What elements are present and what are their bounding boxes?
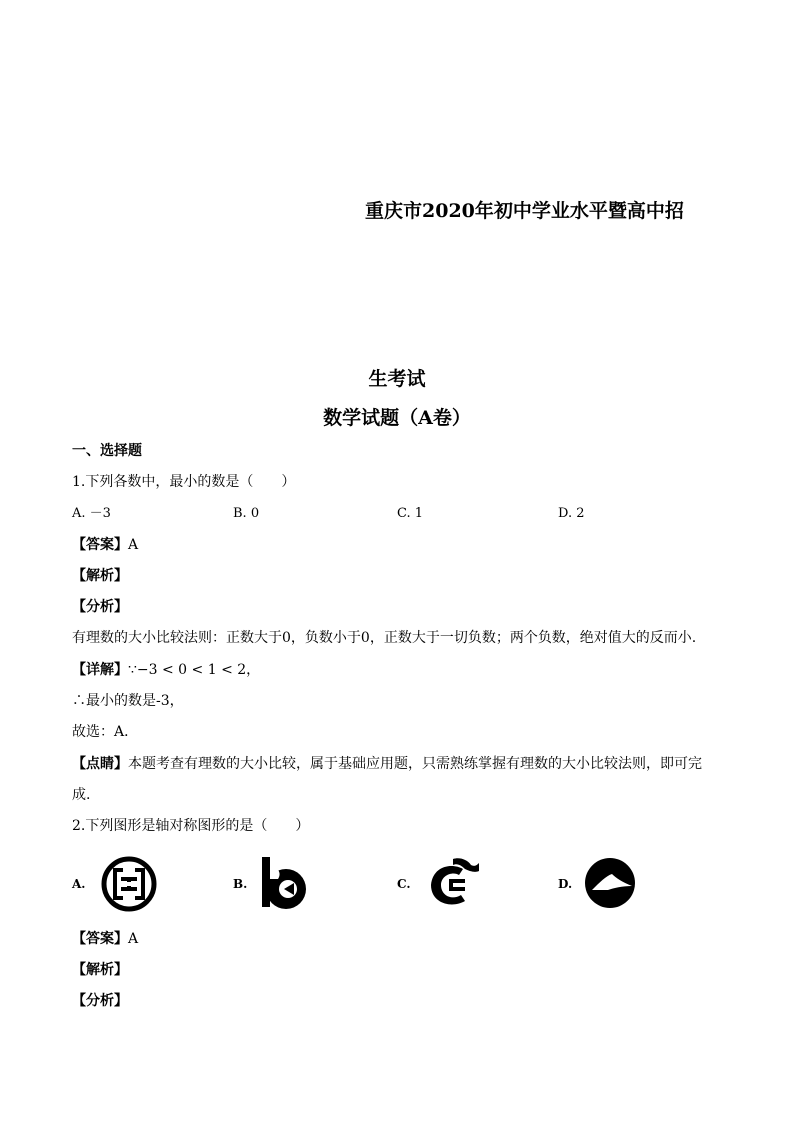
page-title-line2: 生考试 (368, 368, 426, 390)
q2-option-b-label: B. (233, 877, 248, 891)
q2-option-d-label: D. (558, 877, 573, 891)
b-shape-logo-icon (258, 855, 312, 913)
q2-answer-label: 【答案】 (72, 931, 128, 947)
q1-option-c: C. 1 (397, 506, 424, 521)
icbc-logo-icon (100, 855, 158, 913)
q1-option-a: A. －3 (72, 506, 111, 521)
q1-analysis-label: 【解析】 (72, 568, 128, 584)
q1-answer-label: 【答案】 (72, 537, 128, 553)
c-shape-logo-icon (423, 855, 481, 913)
q1-answer (72, 535, 138, 555)
q1-detail-text: ∵−3 < 0 < 1 < 2， (128, 662, 261, 678)
q2-option-a-label: A. (72, 877, 86, 891)
q1-fenxi-text: 有理数的大小比较法则：正数大于0，负数小于0，正数大于一切负数；两个负数，绝对值大的反而小. (72, 630, 697, 646)
q1-choose: 故选：A． (72, 724, 139, 740)
q1-therefore: ∴最小的数是-3， (72, 693, 184, 709)
q1-stem: 1.下列各数中，最小的数是（ ） (72, 474, 296, 490)
q2-fenxi-label: 【分析】 (72, 993, 128, 1009)
q2-answer-value: A (128, 931, 139, 947)
q2-analysis-label: 【解析】 (72, 962, 128, 978)
page-title-line1: 重庆市2020年初中学业水平暨高中招 (365, 200, 684, 222)
q1-option-d: D. 2 (558, 506, 585, 521)
q1-option-b: B. 0 (233, 506, 260, 521)
q2-stem: 2.下列图形是轴对称图形的是（ ） (72, 818, 310, 834)
section-heading: 一、选择题 (72, 443, 142, 459)
q1-fenxi-label: 【分析】 (72, 599, 128, 615)
q1-detail (72, 660, 260, 680)
q2-answer (72, 929, 138, 949)
q1-comment-label: 【点睛】 (72, 756, 128, 772)
q1-comment-text-2: 成. (72, 787, 91, 803)
q2-option-c-label: C. (397, 877, 411, 891)
mountain-circle-logo-icon (584, 856, 636, 910)
q1-detail-label: 【详解】 (72, 662, 128, 678)
page-subtitle: 数学试题（A卷） (323, 407, 471, 429)
q1-comment-text-1: 本题考查有理数的大小比较，属于基础应用题，只需熟练掌握有理数的大小比较法则，即可完 (128, 756, 702, 772)
q1-comment (72, 754, 702, 774)
q1-answer-value: A (128, 537, 139, 553)
